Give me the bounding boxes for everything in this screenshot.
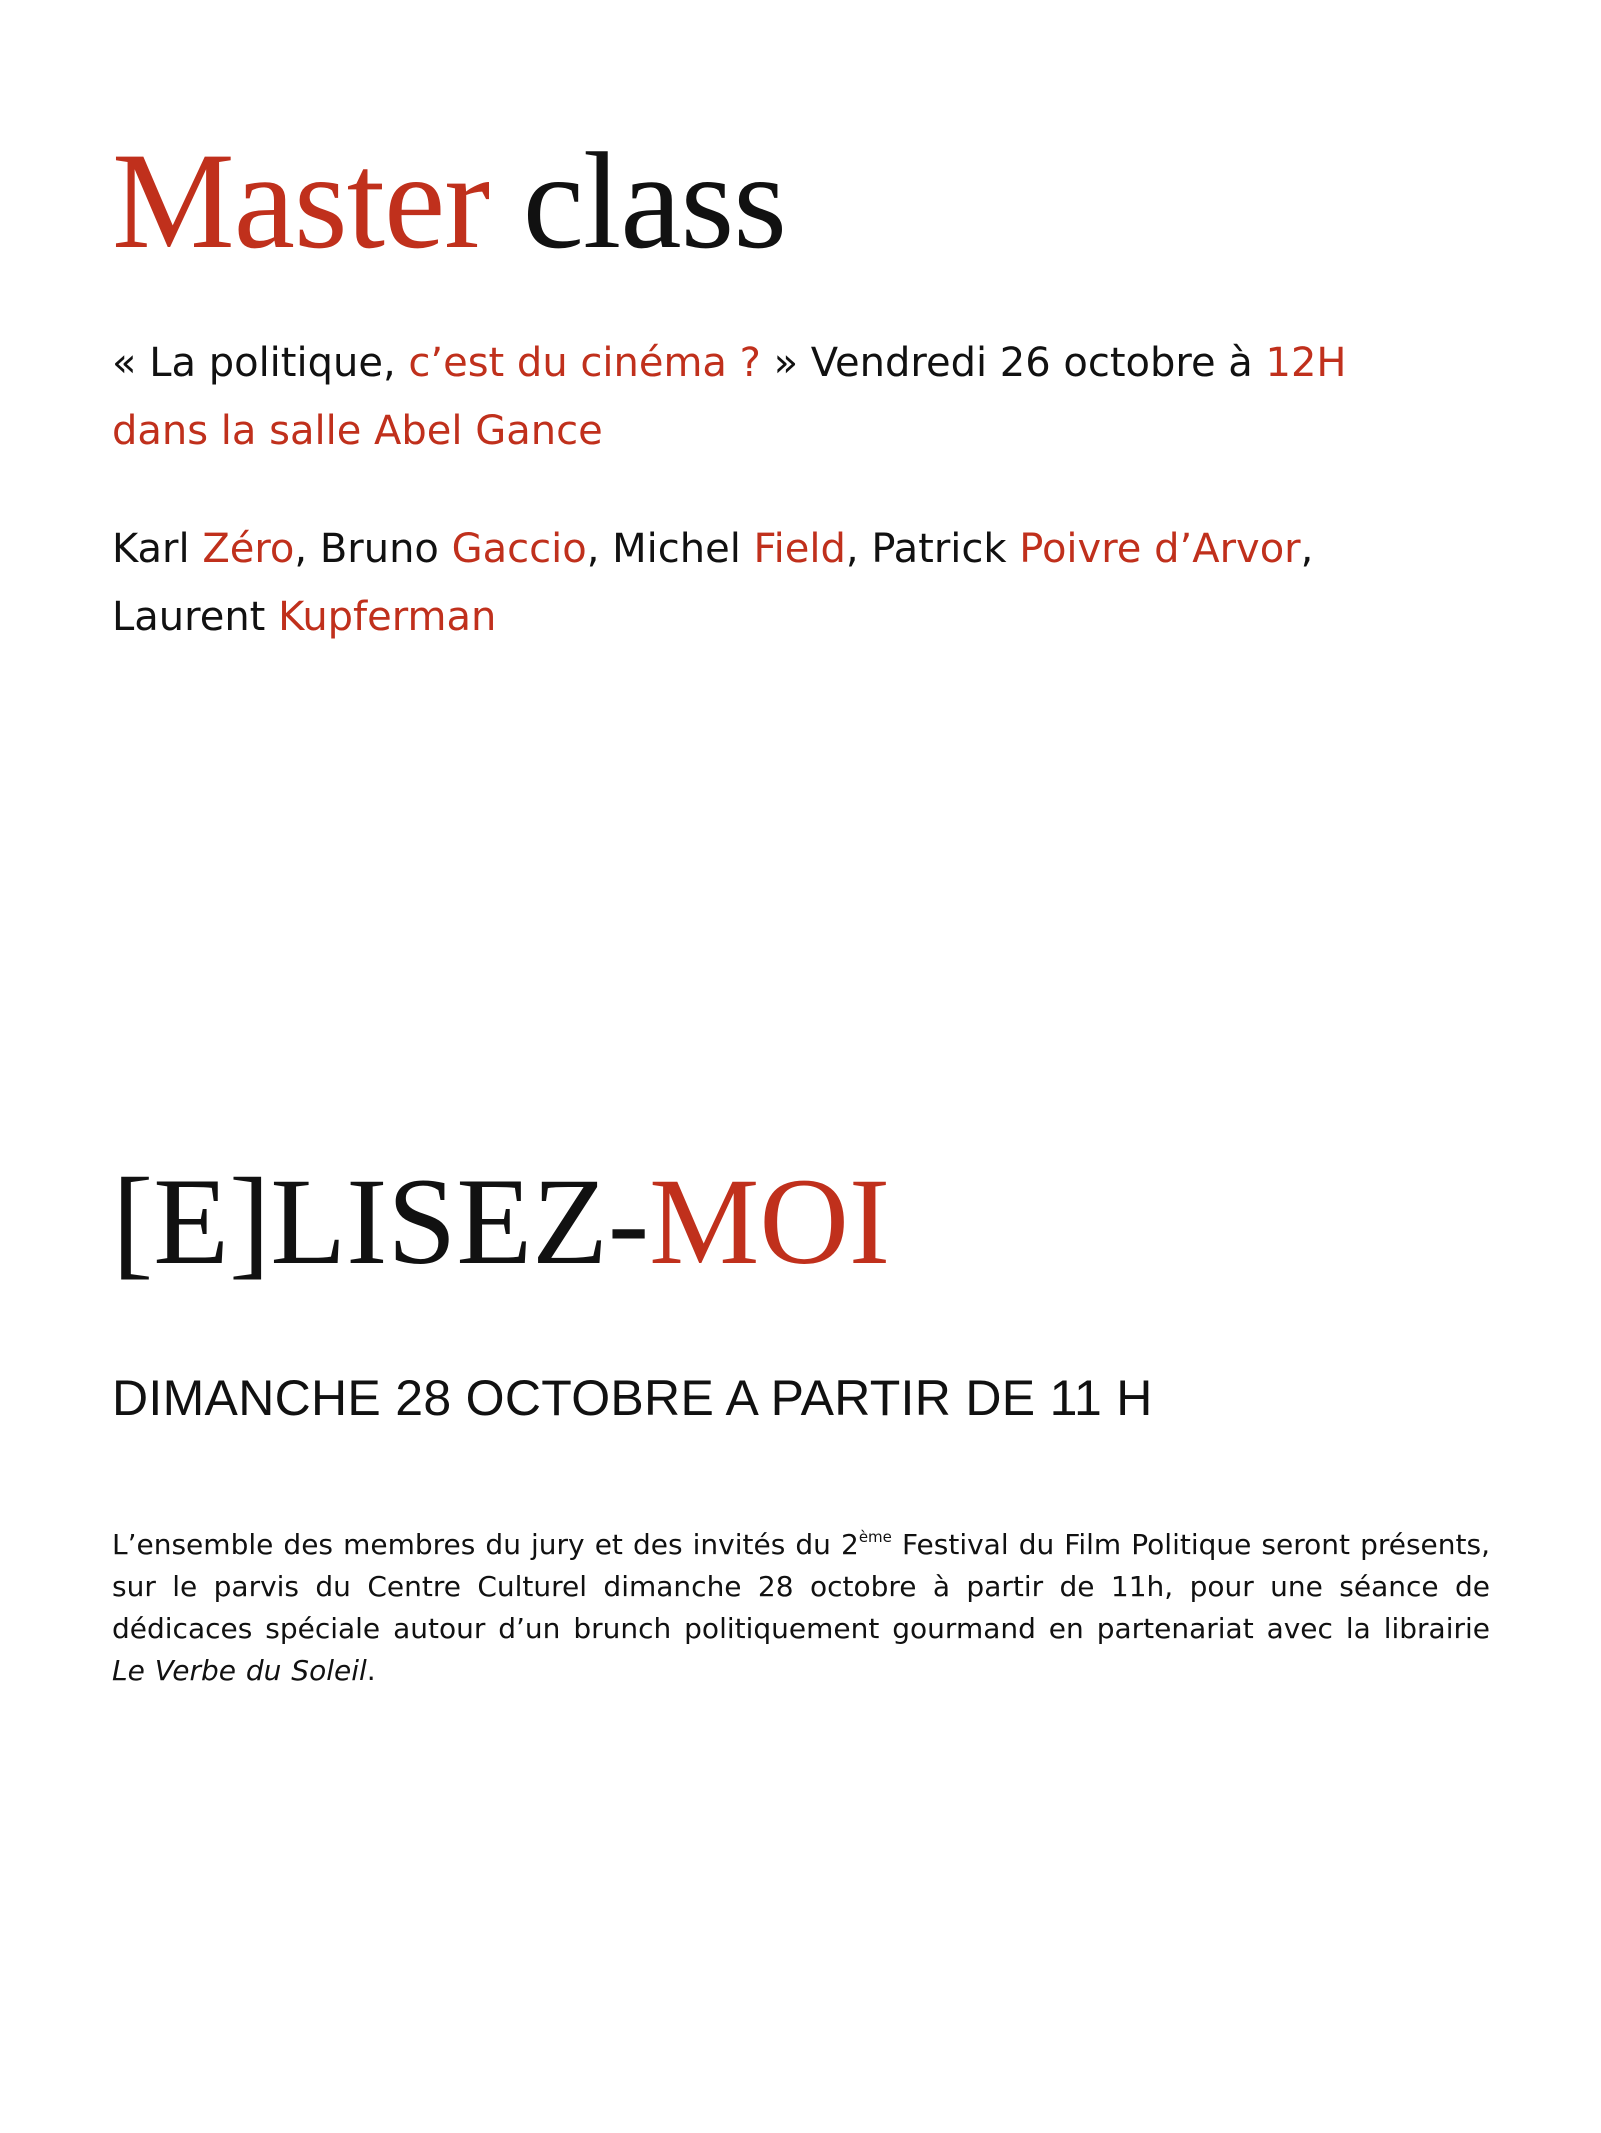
event-title-black: [E]LISEZ- xyxy=(112,1153,650,1290)
guest-first-name: Laurent xyxy=(112,594,266,640)
topic-question: c’est du cinéma ? xyxy=(408,340,761,386)
desc-part-1: L’ensemble des membres du jury et des invités du 2 xyxy=(112,1528,859,1561)
master-class-title xyxy=(112,124,786,277)
guest-separator: , xyxy=(586,526,613,572)
guest-last-name: Poivre d’Arvor xyxy=(1019,526,1301,572)
guest-first-name: Patrick xyxy=(871,526,1007,572)
topic-quote-open: « La politique, xyxy=(112,340,409,386)
master-class-venue: dans la salle Abel Gance xyxy=(112,408,603,454)
desc-part-2: Festival du Film Politique seront présents, sur le parvis du Centre Culturel dimanche 28 octobre à partir de 11h, pour une séance de dédicaces spéciale autour d’un brunch politiquement gourmand en partenariat avec la librairie xyxy=(112,1528,1490,1645)
guest-first-name: Michel xyxy=(612,526,741,572)
desc-end: . xyxy=(366,1654,376,1687)
guest-separator: , xyxy=(294,526,320,572)
event-date: DIMANCHE 28 OCTOBRE A PARTIR DE 11 H xyxy=(112,1370,1153,1426)
desc-superscript: ème xyxy=(858,1528,892,1546)
bookstore-name: Le Verbe du Soleil xyxy=(112,1654,367,1687)
guest-last-name: Zéro xyxy=(202,526,295,572)
master-class-topic-line xyxy=(112,338,1347,388)
guest-line-1 xyxy=(112,524,1313,574)
guest-first-name: Karl xyxy=(112,526,190,572)
guest-separator: , xyxy=(1300,526,1314,572)
guest-separator: , xyxy=(845,526,872,572)
guest-first-name: Bruno xyxy=(319,526,439,572)
guest-last-name: Kupferman xyxy=(278,594,497,640)
guest-last-name: Field xyxy=(753,526,846,572)
guest-line-2 xyxy=(112,592,496,642)
master-class-title-red: Master xyxy=(112,124,490,277)
master-class-title-black: class xyxy=(522,124,786,277)
event-title-red: MOI xyxy=(649,1153,891,1290)
event-description xyxy=(112,1524,1490,1692)
topic-time: 12H xyxy=(1265,340,1347,386)
guest-last-name: Gaccio xyxy=(451,526,587,572)
topic-date: » Vendredi 26 octobre à xyxy=(760,340,1266,386)
event-title xyxy=(112,1153,891,1290)
